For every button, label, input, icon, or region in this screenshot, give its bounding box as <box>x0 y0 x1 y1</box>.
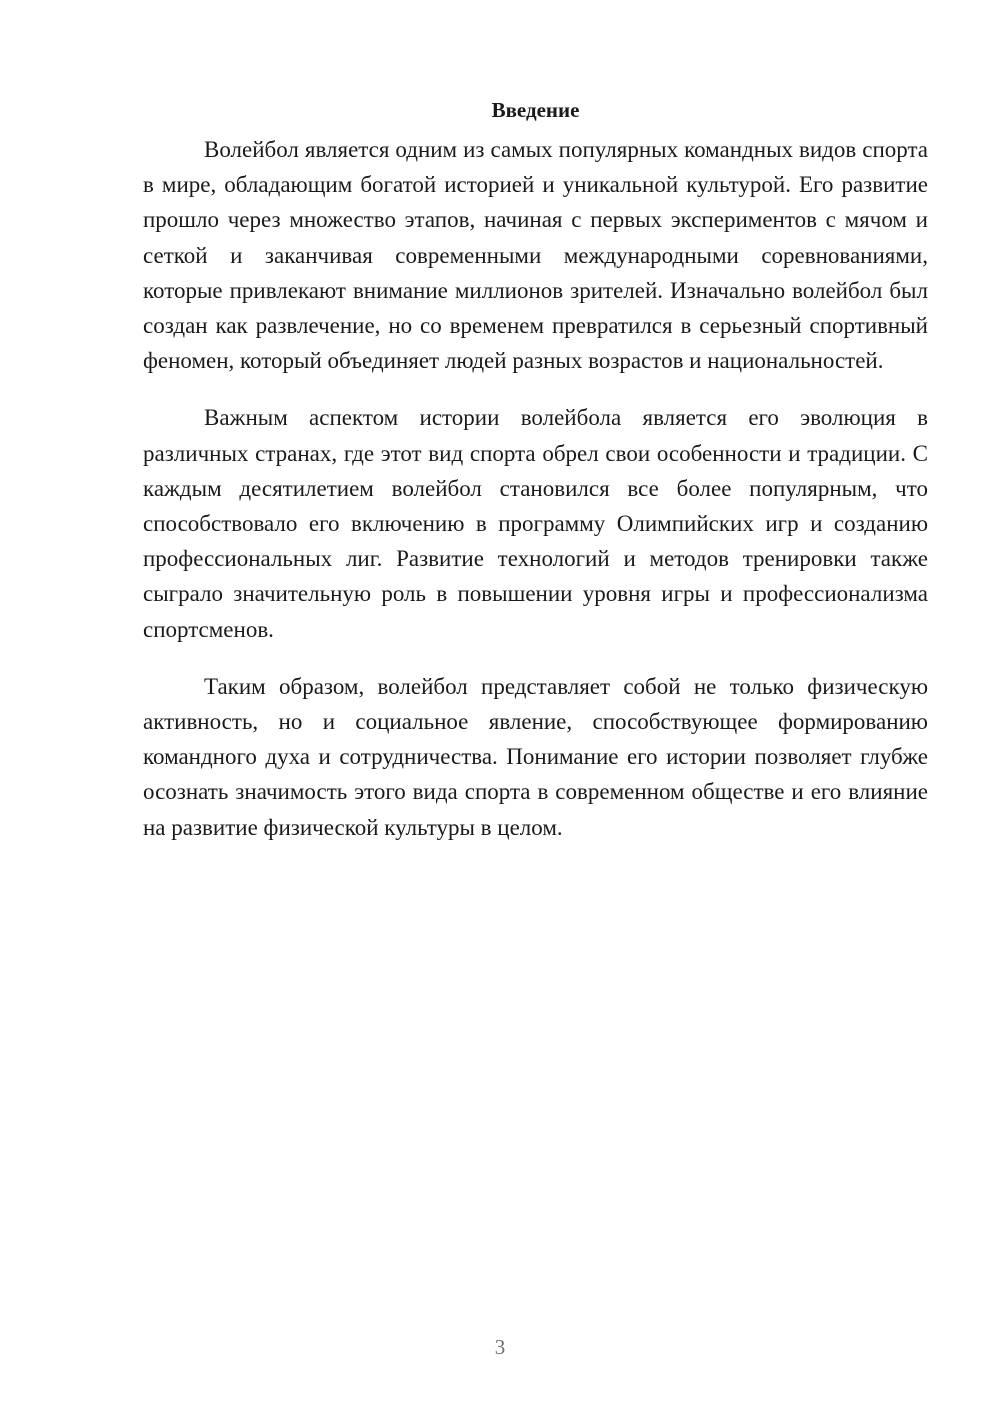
section-heading: Введение <box>491 98 580 122</box>
paragraph-evolution: Важным аспектом истории волейбола является его эволюция в различных странах, где этот вид спорта обрел свои особенности и традиции. С каждым десятилетием волейбол становился все более популярным, что способствовало его включению в программу Олимпийских игр и созданию профессиональных лиг. Развитие технологий и методов тренировки также сыграло значительную роль в повышении уровня игры и профессионализма спортсменов. <box>143 405 928 642</box>
page-content <box>143 94 928 867</box>
page-number: 3 <box>494 1335 506 1359</box>
paragraph-conclusion: Таким образом, волейбол представляет собой не только физическую активность, но и социальное явление, способствующее формированию командного духа и сотрудничества. Понимание его истории позволяет глубже осознать значимость этого вида спорта в современном обществе и его влияние на развитие физической культуры в целом. <box>143 673 928 840</box>
paragraph-intro: Волейбол является одним из самых популярных командных видов спорта в мире, обладающим богатой историей и уникальной культурой. Его развитие прошло через множество этапов, начиная с первых экспериментов с мячом и сеткой и заканчивая современными международными соревнованиями, которые привлекают внимание миллионов зрителей. Изначально волейбол был создан как развлечение, но со временем превратился в серьезный спортивный феномен, который объединяет людей разных возрастов и национальностей. <box>143 137 928 374</box>
